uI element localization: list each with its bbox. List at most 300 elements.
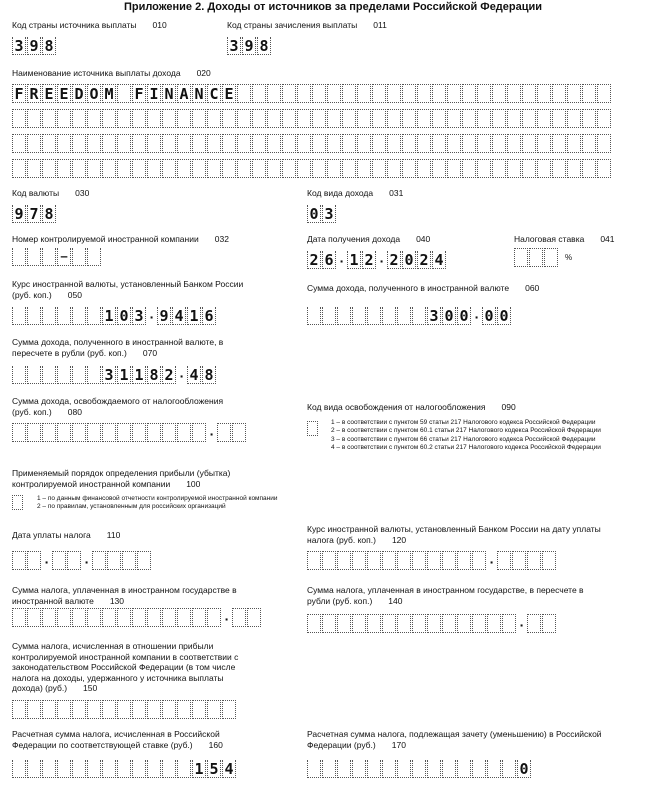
char-cell[interactable] xyxy=(72,134,86,153)
char-cell[interactable] xyxy=(117,760,131,778)
char-cell[interactable] xyxy=(237,134,251,153)
char-cell[interactable] xyxy=(447,134,461,153)
char-cell[interactable] xyxy=(217,423,231,442)
char-cell[interactable] xyxy=(502,614,516,633)
char-cell[interactable] xyxy=(42,159,56,178)
char-cell[interactable] xyxy=(597,159,611,178)
char-cell[interactable] xyxy=(402,134,416,153)
char-cell[interactable] xyxy=(177,700,191,719)
char-cell[interactable] xyxy=(537,109,551,128)
char-cell[interactable]: 4 xyxy=(432,251,446,269)
char-cell[interactable] xyxy=(507,84,521,103)
char-cell[interactable] xyxy=(42,307,56,325)
char-cell[interactable] xyxy=(87,608,101,627)
char-cell[interactable]: 9 xyxy=(12,205,26,223)
char-cell[interactable] xyxy=(367,760,381,778)
char-cell[interactable]: 0 xyxy=(457,307,471,325)
char-cell[interactable] xyxy=(342,134,356,153)
char-cell[interactable] xyxy=(307,307,321,325)
char-cell[interactable] xyxy=(387,159,401,178)
char-cell[interactable] xyxy=(87,700,101,719)
char-cell[interactable]: 8 xyxy=(42,37,56,55)
char-cell[interactable]: 0 xyxy=(497,307,511,325)
char-cell[interactable] xyxy=(297,159,311,178)
char-cell[interactable]: 0 xyxy=(442,307,456,325)
char-cell[interactable] xyxy=(237,109,251,128)
char-cell[interactable] xyxy=(117,109,131,128)
char-cell[interactable] xyxy=(307,614,321,633)
char-cell[interactable] xyxy=(87,109,101,128)
char-cell[interactable] xyxy=(322,614,336,633)
char-cell[interactable] xyxy=(57,159,71,178)
char-cell[interactable] xyxy=(397,760,411,778)
char-cell[interactable] xyxy=(537,84,551,103)
char-cell[interactable] xyxy=(27,760,41,778)
char-cell[interactable] xyxy=(387,134,401,153)
char-cell[interactable]: 8 xyxy=(147,366,161,384)
char-cell[interactable] xyxy=(137,551,151,570)
char-cell[interactable]: 3 xyxy=(102,366,116,384)
char-cell[interactable] xyxy=(527,551,541,570)
char-cell[interactable] xyxy=(412,760,426,778)
char-cell[interactable] xyxy=(232,423,246,442)
calc-tax-field[interactable] xyxy=(12,760,237,778)
char-cell[interactable] xyxy=(412,307,426,325)
char-cell[interactable] xyxy=(147,423,161,442)
char-cell[interactable] xyxy=(12,700,26,719)
char-cell[interactable] xyxy=(192,423,206,442)
char-cell[interactable] xyxy=(27,366,41,384)
char-cell[interactable] xyxy=(72,608,86,627)
char-cell[interactable] xyxy=(457,760,471,778)
char-cell[interactable] xyxy=(367,551,381,570)
char-cell[interactable]: 7 xyxy=(27,205,41,223)
char-cell[interactable] xyxy=(247,608,261,627)
char-cell[interactable] xyxy=(177,423,191,442)
char-cell[interactable] xyxy=(507,109,521,128)
char-cell[interactable] xyxy=(402,159,416,178)
char-cell[interactable]: 9 xyxy=(27,37,41,55)
char-cell[interactable] xyxy=(12,159,26,178)
char-cell[interactable] xyxy=(492,134,506,153)
char-cell[interactable] xyxy=(192,134,206,153)
char-cell[interactable] xyxy=(282,109,296,128)
char-cell[interactable] xyxy=(12,551,26,570)
cfc-tax-field[interactable] xyxy=(12,700,237,719)
char-cell[interactable] xyxy=(87,307,101,325)
char-cell[interactable] xyxy=(327,109,341,128)
char-cell[interactable] xyxy=(42,608,56,627)
char-cell[interactable]: 0 xyxy=(117,307,131,325)
char-cell[interactable] xyxy=(442,614,456,633)
char-cell[interactable] xyxy=(447,84,461,103)
char-cell[interactable] xyxy=(282,84,296,103)
char-cell[interactable] xyxy=(192,700,206,719)
char-cell[interactable] xyxy=(582,109,596,128)
char-cell[interactable] xyxy=(27,700,41,719)
char-cell[interactable] xyxy=(12,423,26,442)
char-cell[interactable] xyxy=(432,84,446,103)
char-cell[interactable] xyxy=(102,109,116,128)
char-cell[interactable] xyxy=(147,608,161,627)
char-cell[interactable] xyxy=(12,109,26,128)
char-cell[interactable] xyxy=(327,159,341,178)
char-cell[interactable]: C xyxy=(207,84,221,103)
char-cell[interactable]: R xyxy=(27,84,41,103)
char-cell[interactable] xyxy=(397,551,411,570)
char-cell[interactable] xyxy=(27,307,41,325)
char-cell[interactable] xyxy=(542,551,556,570)
char-cell[interactable] xyxy=(27,608,41,627)
char-cell[interactable] xyxy=(252,159,266,178)
char-cell[interactable] xyxy=(417,109,431,128)
char-cell[interactable]: N xyxy=(162,84,176,103)
income-date-field[interactable]: 2 6 · 1 2 · 2 0 2 4 xyxy=(307,251,447,269)
char-cell[interactable] xyxy=(372,159,386,178)
char-cell[interactable] xyxy=(432,134,446,153)
char-cell[interactable]: 1 xyxy=(117,366,131,384)
char-cell[interactable] xyxy=(27,134,41,153)
char-cell[interactable]: 3 xyxy=(427,307,441,325)
char-cell[interactable] xyxy=(477,159,491,178)
char-cell[interactable]: 1 xyxy=(102,307,116,325)
char-cell[interactable] xyxy=(222,134,236,153)
char-cell[interactable] xyxy=(507,134,521,153)
char-cell[interactable] xyxy=(282,159,296,178)
char-cell[interactable] xyxy=(27,551,41,570)
char-cell[interactable] xyxy=(237,84,251,103)
char-cell[interactable] xyxy=(597,134,611,153)
char-cell[interactable] xyxy=(147,760,161,778)
char-cell[interactable] xyxy=(527,614,541,633)
char-cell[interactable]: 0 xyxy=(307,205,321,223)
char-cell[interactable] xyxy=(267,134,281,153)
char-cell[interactable] xyxy=(102,700,116,719)
char-cell[interactable] xyxy=(117,608,131,627)
char-cell[interactable] xyxy=(522,109,536,128)
char-cell[interactable] xyxy=(542,614,556,633)
char-cell[interactable] xyxy=(567,109,581,128)
char-cell[interactable] xyxy=(312,84,326,103)
char-cell[interactable] xyxy=(42,134,56,153)
char-cell[interactable] xyxy=(117,134,131,153)
char-cell[interactable] xyxy=(442,760,456,778)
char-cell[interactable] xyxy=(322,760,336,778)
char-cell[interactable]: 3 xyxy=(12,37,26,55)
char-cell[interactable]: 3 xyxy=(322,205,336,223)
tax-rate-field[interactable] xyxy=(514,248,572,267)
char-cell[interactable] xyxy=(312,109,326,128)
char-cell[interactable] xyxy=(162,109,176,128)
char-cell[interactable] xyxy=(207,134,221,153)
income-rub-field[interactable]: 3 1 1 8 2 · 4 8 xyxy=(12,366,217,384)
char-cell[interactable] xyxy=(72,159,86,178)
char-cell[interactable] xyxy=(67,551,81,570)
char-cell[interactable] xyxy=(72,109,86,128)
char-cell[interactable] xyxy=(42,760,56,778)
char-cell[interactable] xyxy=(252,109,266,128)
char-cell[interactable] xyxy=(352,760,366,778)
char-cell[interactable] xyxy=(457,551,471,570)
char-cell[interactable] xyxy=(147,159,161,178)
char-cell[interactable]: 0 xyxy=(517,760,531,778)
char-cell[interactable] xyxy=(567,159,581,178)
char-cell[interactable] xyxy=(447,109,461,128)
char-cell[interactable] xyxy=(337,760,351,778)
char-cell[interactable] xyxy=(162,159,176,178)
char-cell[interactable] xyxy=(412,551,426,570)
char-cell[interactable] xyxy=(267,159,281,178)
currency-code-field[interactable] xyxy=(12,205,57,223)
char-cell[interactable] xyxy=(72,700,86,719)
char-cell[interactable]: 2 xyxy=(417,251,431,269)
char-cell[interactable] xyxy=(472,551,486,570)
char-cell[interactable] xyxy=(12,366,26,384)
char-cell[interactable] xyxy=(282,134,296,153)
char-cell[interactable] xyxy=(92,551,106,570)
char-cell[interactable]: N xyxy=(192,84,206,103)
char-cell[interactable] xyxy=(522,134,536,153)
char-cell[interactable] xyxy=(552,109,566,128)
char-cell[interactable]: M xyxy=(102,84,116,103)
char-cell[interactable] xyxy=(27,159,41,178)
char-cell[interactable] xyxy=(117,159,131,178)
char-cell[interactable] xyxy=(342,159,356,178)
char-cell[interactable] xyxy=(432,159,446,178)
char-cell[interactable] xyxy=(512,551,526,570)
char-cell[interactable]: 9 xyxy=(157,307,171,325)
char-cell[interactable] xyxy=(12,608,26,627)
char-cell[interactable] xyxy=(462,159,476,178)
char-cell[interactable] xyxy=(417,159,431,178)
char-cell[interactable] xyxy=(12,495,23,510)
rate-on-payment-field[interactable]: · xyxy=(307,551,557,570)
char-cell[interactable]: 6 xyxy=(202,307,216,325)
char-cell[interactable] xyxy=(402,109,416,128)
char-cell[interactable] xyxy=(132,159,146,178)
char-cell[interactable] xyxy=(492,84,506,103)
char-cell[interactable] xyxy=(427,760,441,778)
char-cell[interactable] xyxy=(357,134,371,153)
char-cell[interactable]: F xyxy=(132,84,146,103)
char-cell[interactable] xyxy=(12,307,26,325)
char-cell[interactable] xyxy=(597,84,611,103)
char-cell[interactable]: E xyxy=(57,84,71,103)
char-cell[interactable] xyxy=(177,134,191,153)
char-cell[interactable] xyxy=(147,700,161,719)
char-cell[interactable] xyxy=(132,134,146,153)
char-cell[interactable] xyxy=(42,700,56,719)
char-cell[interactable] xyxy=(177,760,191,778)
char-cell[interactable] xyxy=(27,109,41,128)
char-cell[interactable] xyxy=(177,109,191,128)
char-cell[interactable] xyxy=(252,84,266,103)
char-cell[interactable] xyxy=(312,134,326,153)
char-cell[interactable] xyxy=(57,760,71,778)
char-cell[interactable] xyxy=(367,307,381,325)
char-cell[interactable] xyxy=(477,109,491,128)
char-cell[interactable] xyxy=(72,760,86,778)
char-cell[interactable] xyxy=(107,551,121,570)
char-cell[interactable] xyxy=(267,84,281,103)
char-cell[interactable] xyxy=(492,109,506,128)
char-cell[interactable] xyxy=(57,608,71,627)
char-cell[interactable] xyxy=(387,109,401,128)
char-cell[interactable] xyxy=(87,760,101,778)
char-cell[interactable]: 9 xyxy=(242,37,256,55)
char-cell[interactable] xyxy=(544,248,558,267)
char-cell[interactable] xyxy=(192,159,206,178)
char-cell[interactable] xyxy=(382,307,396,325)
char-cell[interactable] xyxy=(102,159,116,178)
tax-foreign-field[interactable]: · xyxy=(12,608,262,627)
char-cell[interactable] xyxy=(567,134,581,153)
char-cell[interactable] xyxy=(537,134,551,153)
char-cell[interactable] xyxy=(382,760,396,778)
char-cell[interactable] xyxy=(322,551,336,570)
char-cell[interactable] xyxy=(427,614,441,633)
char-cell[interactable]: 1 xyxy=(347,251,361,269)
char-cell[interactable] xyxy=(87,159,101,178)
char-cell[interactable] xyxy=(529,248,543,267)
char-cell[interactable] xyxy=(507,159,521,178)
char-cell[interactable] xyxy=(487,760,501,778)
char-cell[interactable] xyxy=(417,134,431,153)
char-cell[interactable] xyxy=(177,159,191,178)
char-cell[interactable] xyxy=(207,159,221,178)
char-cell[interactable] xyxy=(162,608,176,627)
char-cell[interactable] xyxy=(232,608,246,627)
char-cell[interactable] xyxy=(307,551,321,570)
char-cell[interactable] xyxy=(132,423,146,442)
char-cell[interactable] xyxy=(42,366,56,384)
char-cell[interactable] xyxy=(412,614,426,633)
char-cell[interactable] xyxy=(87,366,101,384)
char-cell[interactable]: 1 xyxy=(132,366,146,384)
char-cell[interactable] xyxy=(297,109,311,128)
char-cell[interactable]: 2 xyxy=(307,251,321,269)
char-cell[interactable] xyxy=(382,551,396,570)
char-cell[interactable] xyxy=(72,423,86,442)
char-cell[interactable]: 4 xyxy=(172,307,186,325)
char-cell[interactable]: D xyxy=(72,84,86,103)
char-cell[interactable]: 2 xyxy=(387,251,401,269)
char-cell[interactable] xyxy=(147,134,161,153)
char-cell[interactable] xyxy=(162,134,176,153)
char-cell[interactable] xyxy=(252,134,266,153)
char-cell[interactable] xyxy=(447,159,461,178)
char-cell[interactable] xyxy=(192,608,206,627)
char-cell[interactable]: O xyxy=(87,84,101,103)
char-cell[interactable] xyxy=(162,423,176,442)
char-cell[interactable] xyxy=(552,159,566,178)
country-source-field[interactable] xyxy=(12,37,57,55)
char-cell[interactable] xyxy=(462,109,476,128)
char-cell[interactable] xyxy=(297,134,311,153)
char-cell[interactable]: 6 xyxy=(322,251,336,269)
char-cell[interactable] xyxy=(352,614,366,633)
char-cell[interactable] xyxy=(87,423,101,442)
char-cell[interactable] xyxy=(432,109,446,128)
char-cell[interactable]: 8 xyxy=(42,205,56,223)
credit-tax-field[interactable] xyxy=(307,760,532,778)
char-cell[interactable] xyxy=(312,159,326,178)
char-cell[interactable] xyxy=(552,134,566,153)
income-type-field[interactable] xyxy=(307,205,337,223)
char-cell[interactable] xyxy=(397,614,411,633)
char-cell[interactable] xyxy=(492,159,506,178)
char-cell[interactable] xyxy=(357,159,371,178)
char-cell[interactable] xyxy=(597,109,611,128)
char-cell[interactable] xyxy=(102,608,116,627)
char-cell[interactable] xyxy=(462,134,476,153)
exempt-income-field[interactable]: · xyxy=(12,423,247,442)
char-cell[interactable]: 4 xyxy=(187,366,201,384)
char-cell[interactable] xyxy=(367,614,381,633)
char-cell[interactable] xyxy=(132,760,146,778)
char-cell[interactable] xyxy=(102,423,116,442)
char-cell[interactable] xyxy=(207,109,221,128)
char-cell[interactable] xyxy=(442,551,456,570)
char-cell[interactable] xyxy=(567,84,581,103)
char-cell[interactable] xyxy=(12,134,26,153)
char-cell[interactable]: 0 xyxy=(402,251,416,269)
char-cell[interactable] xyxy=(497,551,511,570)
char-cell[interactable] xyxy=(42,423,56,442)
char-cell[interactable] xyxy=(222,109,236,128)
char-cell[interactable] xyxy=(57,109,71,128)
char-cell[interactable] xyxy=(357,84,371,103)
char-cell[interactable] xyxy=(397,307,411,325)
char-cell[interactable]: 1 xyxy=(187,307,201,325)
char-cell[interactable] xyxy=(522,84,536,103)
char-cell[interactable] xyxy=(472,614,486,633)
char-cell[interactable] xyxy=(352,551,366,570)
char-cell[interactable]: E xyxy=(42,84,56,103)
char-cell[interactable] xyxy=(342,109,356,128)
char-cell[interactable] xyxy=(57,134,71,153)
char-cell[interactable] xyxy=(52,551,66,570)
income-foreign-field[interactable]: 3 0 0 · 0 0 xyxy=(307,307,512,325)
char-cell[interactable] xyxy=(192,109,206,128)
char-cell[interactable]: E xyxy=(222,84,236,103)
char-cell[interactable] xyxy=(337,307,351,325)
char-cell[interactable] xyxy=(357,109,371,128)
char-cell[interactable] xyxy=(402,84,416,103)
char-cell[interactable]: 8 xyxy=(202,366,216,384)
char-cell[interactable] xyxy=(177,608,191,627)
char-cell[interactable] xyxy=(132,700,146,719)
char-cell[interactable] xyxy=(297,84,311,103)
char-cell[interactable] xyxy=(307,421,318,436)
char-cell[interactable]: 8 xyxy=(257,37,271,55)
tax-foreign-rub-field[interactable]: · xyxy=(307,614,557,633)
char-cell[interactable] xyxy=(222,700,236,719)
char-cell[interactable] xyxy=(427,551,441,570)
char-cell[interactable] xyxy=(87,134,101,153)
char-cell[interactable] xyxy=(267,109,281,128)
char-cell[interactable] xyxy=(502,760,516,778)
char-cell[interactable] xyxy=(387,84,401,103)
char-cell[interactable]: 2 xyxy=(162,366,176,384)
char-cell[interactable] xyxy=(477,134,491,153)
char-cell[interactable] xyxy=(72,366,86,384)
char-cell[interactable] xyxy=(12,760,26,778)
char-cell[interactable] xyxy=(57,700,71,719)
char-cell[interactable] xyxy=(102,134,116,153)
char-cell[interactable] xyxy=(117,84,131,103)
char-cell[interactable] xyxy=(477,84,491,103)
